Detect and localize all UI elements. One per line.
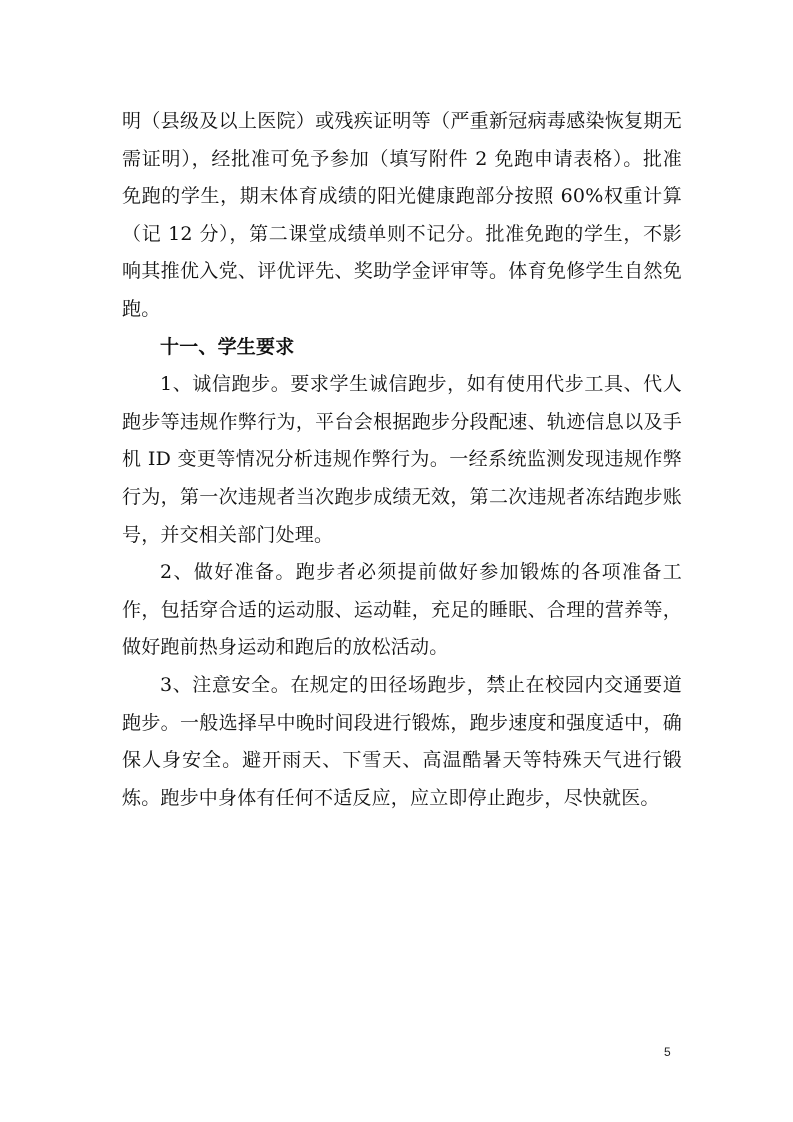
page-number: 5 bbox=[664, 1045, 671, 1059]
section-heading: 十一、学生要求 bbox=[160, 335, 295, 358]
intro-paragraph: 明（县级及以上医院）或残疾证明等（严重新冠病毒感染恢复期无需证明），经批准可免予参加（填写附件 2 免跑申请表格）。批准免跑的学生，期末体育成绩的阳光健康跑部分按照 60%权重计算（记 12 分），第二课堂成绩单则不记分。批准免跑的学生，不影响其推优入党、评优评先、奖助学金评审等。体育免修学生自然免跑。 bbox=[122, 110, 682, 320]
requirement-1: 1、诚信跑步。要求学生诚信跑步，如有使用代步工具、代人跑步等违规作弊行为，平台会根据跑步分段配速、轨迹信息以及手机 ID 变更等情况分析违规作弊行为。一经系统监测发现违规作弊行为，第一次违规者当次跑步成绩无效，第二次违规者冻结跑步账号，并交相关部门处理。 bbox=[122, 373, 682, 546]
requirement-3: 3、注意安全。在规定的田径场跑步，禁止在校园内交通要道跑步。一般选择早中晚时间段进行锻炼，跑步速度和强度适中，确保人身安全。避开雨天、下雪天、高温酷暑天等特殊天气进行锻炼。跑步中身体有任何不适反应，应立即停止跑步，尽快就医。 bbox=[122, 673, 682, 809]
requirement-2: 2、做好准备。跑步者必须提前做好参加锻炼的各项准备工作，包括穿合适的运动服、运动鞋，充足的睡眠、合理的营养等，做好跑前热身运动和跑后的放松活动。 bbox=[122, 561, 682, 659]
document-body bbox=[122, 103, 682, 817]
